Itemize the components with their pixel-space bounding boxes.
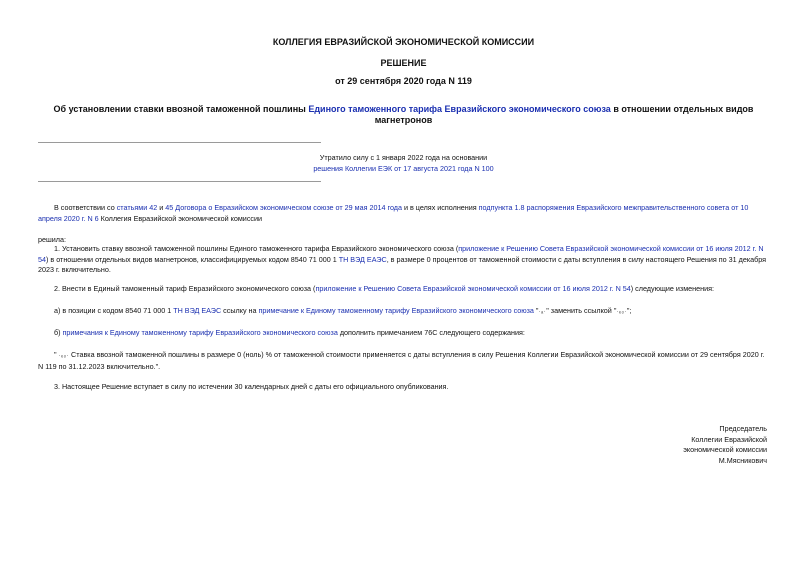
preamble-text: и	[157, 203, 166, 212]
title-link-eett[interactable]: Единого таможенного тарифа Евразийского экономического союза	[308, 104, 611, 114]
item-2a-paragraph	[38, 306, 769, 318]
item-2a-text: "	[533, 306, 539, 315]
repeal-note	[38, 152, 769, 174]
item-3-paragraph: 3. Настоящее Решение вступает в силу по истечении 30 календарных дней с даты его официального опубликования.	[54, 382, 449, 391]
item-1-text: , в размере 0 процентов от таможенной стоимости с даты вступления в силу настоящего Решения по 31 декабря 2023 г. включительно.	[38, 254, 767, 274]
resolved-label: решила:	[38, 235, 66, 244]
link-subparagraph-1-8[interactable]: подпункта 1.8 распоряжения Евразийского межправительственного совета от 10 апреля 2020 г. N 6	[38, 203, 749, 223]
quote-text: "	[54, 350, 59, 359]
preamble-paragraph	[38, 203, 769, 224]
document-date-number: от 29 сентября 2020 года N 119	[335, 76, 472, 86]
title-text: Об установлении ставки ввозной таможенной пошлины	[53, 104, 309, 114]
link-tn-ved[interactable]: ТН ВЭД ЕАЭС	[173, 306, 222, 315]
item-1-paragraph	[38, 244, 769, 276]
signature-block	[567, 424, 767, 466]
signature-line: Коллегии Евразийской	[691, 434, 767, 444]
footnote-marker-icon: ·ₑₒ·	[616, 309, 627, 315]
item-2a-text: ";	[626, 306, 632, 315]
item-2b-text: дополнить примечанием 76С следующего содержания:	[337, 328, 525, 337]
item-2a-text: ссылку на	[221, 306, 259, 315]
item-1-text: ) в отношении отдельных видов магнетронов, классифицируемых кодом 8540 71 000 1	[46, 254, 339, 264]
item-1-text: 1. Установить ставку ввозной таможенной пошлины Единого таможенного тарифа Евразийского экономического союза (	[54, 244, 459, 253]
item-2b-text: б)	[54, 328, 63, 337]
link-council-decision-54[interactable]: приложение к Решению Совета Евразийской экономической комиссии от 16 июля 2012 г. N 54	[315, 284, 631, 293]
link-tn-ved[interactable]: ТН ВЭД ЕАЭС	[338, 254, 387, 264]
link-tariff-notes[interactable]: примечания к Единому таможенному тарифу Евразийского экономического союза	[62, 328, 338, 337]
item-2-text: 2. Внести в Единый таможенный тариф Евразийского экономического союза (	[54, 284, 316, 293]
link-article-42[interactable]: статьями 42	[116, 203, 158, 212]
item-2a-text: а) в позиции с кодом 8540 71 000 1	[54, 306, 174, 315]
link-tariff-note[interactable]: примечание к Единому таможенному тарифу Евразийского экономического союза	[258, 306, 534, 315]
organization-heading: КОЛЛЕГИЯ ЕВРАЗИЙСКОЙ ЭКОНОМИЧЕСКОЙ КОМИССИИ	[272, 37, 535, 47]
preamble-text: и в целях исполнения	[401, 203, 479, 212]
quote-text: Ставка ввозной таможенной пошлины в размере 0 (ноль) % от таможенной стоимости применяется с даты вступления в силу Решения Коллегии Евразийской экономической комиссии от 29 сентября 2020 г. N 119 по 31.12.2023 включительно.".	[38, 350, 765, 371]
item-2a-text: " заменить ссылкой "	[546, 306, 617, 315]
preamble-text: В соответствии со	[54, 203, 117, 212]
link-treaty-article-45[interactable]: 45 Договора о Евразийском экономическом союзе от 29 мая 2014 года	[165, 203, 402, 212]
note-divider-top	[38, 142, 321, 143]
item-2-text: ) следующие изменения:	[630, 284, 714, 293]
signature-name: М.Мясникович	[718, 455, 767, 465]
document-title	[46, 104, 761, 126]
signature-line: Председатель	[719, 424, 767, 433]
footnote-marker-icon: ·ₐ·	[538, 309, 547, 315]
title-text: в отношении отдельных видов магнетронов	[374, 104, 754, 125]
document-type-heading: РЕШЕНИЕ	[380, 58, 427, 68]
repeal-note-link[interactable]: решения Коллегии ЕЭК от 17 августа 2021 года N 100	[313, 164, 494, 173]
repeal-note-text: Утратило силу с 1 января 2022 года на основании	[319, 153, 488, 162]
preamble-text: Коллегия Евразийской экономической комиссии	[98, 213, 263, 223]
item-2-paragraph	[38, 284, 769, 295]
item-2b-paragraph	[38, 328, 769, 339]
note-76c-quote	[38, 350, 769, 372]
signature-line: экономической комиссии	[683, 445, 767, 454]
link-council-decision-54[interactable]: приложение к Решению Совета Евразийской экономической комиссии от 16 июля 2012 г. N 54	[38, 244, 764, 264]
note-divider-bottom	[38, 181, 321, 182]
footnote-marker-icon: ·ₑₒ·	[58, 353, 70, 359]
